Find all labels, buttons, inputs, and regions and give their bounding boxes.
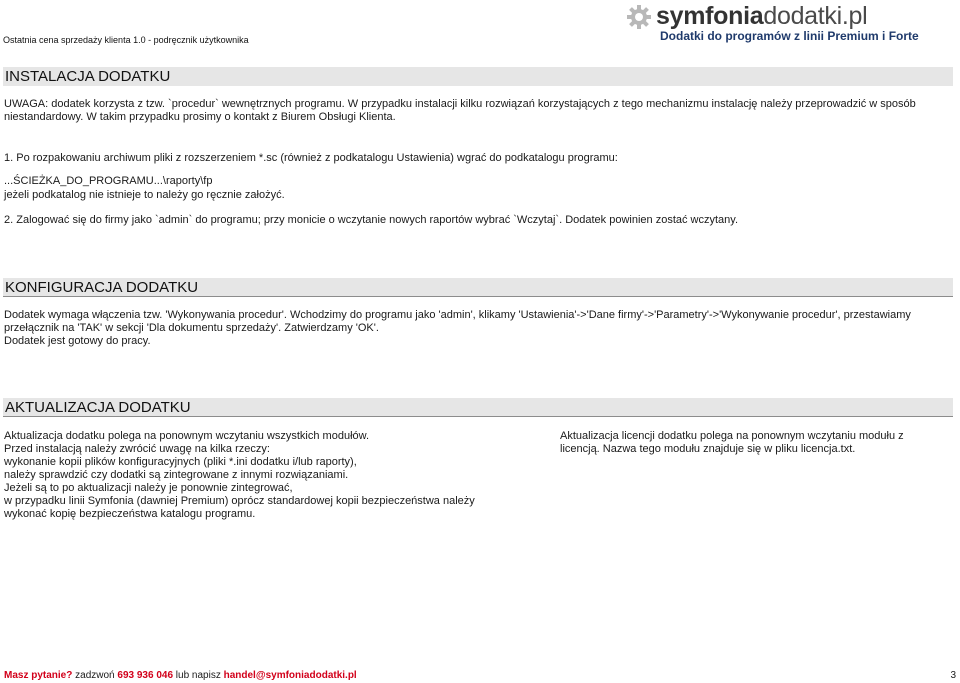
section-heading-update: AKTUALIZACJA DODATKU bbox=[3, 398, 953, 417]
update-left-line5: Jeżeli są to po aktualizacji należy je ponownie zintegrować, bbox=[4, 482, 293, 494]
update-right-line2: licencją. Nazwa tego modułu znajduje się w pliku licencja.txt. bbox=[560, 443, 856, 455]
logo bbox=[626, 2, 946, 46]
config-line3: Dodatek jest gotowy do pracy. bbox=[4, 335, 151, 347]
update-right-line1: Aktualizacja licencji dodatku polega na ponownym wczytaniu modułu z bbox=[560, 430, 904, 442]
footer-or-write: lub napisz bbox=[173, 670, 224, 681]
footer-call-text: zadzwoń bbox=[72, 670, 118, 681]
logo-tagline: Dodatki do programów z linii Premium i Forte bbox=[660, 29, 919, 43]
document-title: Ostatnia cena sprzedaży klienta 1.0 - podręcznik użytkownika bbox=[3, 35, 249, 45]
gear-logo-icon bbox=[626, 4, 652, 30]
update-left-line6: w przypadku linii Symfonia (dawniej Premium) oprócz standardowej kopii bezpieczeństwa należy bbox=[4, 495, 475, 507]
install-step-1: 1. Po rozpakowaniu archiwum pliki z rozszerzeniem *.sc (również z podkatalogu Ustawienia) wgrać do podkatalogu programu: bbox=[4, 152, 618, 164]
install-warning-line2: niestandardowy. W takim przypadku prosimy o kontakt z Biurem Obsługi Klienta. bbox=[4, 111, 396, 123]
install-path-note: jeżeli podkatalog nie istnieje to należy go ręcznie założyć. bbox=[4, 189, 285, 201]
footer-contact bbox=[4, 670, 357, 681]
section-heading-config: KONFIGURACJA DODATKU bbox=[3, 278, 953, 297]
update-left-line3: wykonanie kopii plików konfiguracyjnych (pliki *.ini dodatku i/lub raporty), bbox=[4, 456, 357, 468]
logo-brand-part2: dodatki.pl bbox=[763, 2, 868, 30]
logo-brand bbox=[656, 2, 867, 30]
footer-question: Masz pytanie? bbox=[4, 670, 73, 681]
update-left-line2: Przed instalacją należy zwrócić uwagę na kilka rzeczy: bbox=[4, 443, 270, 455]
install-warning-line1: UWAGA: dodatek korzysta z tzw. `procedur` wewnętrznych programu. W przypadku instalacji kilku rozwiązań korzystających z tego mechanizmu instalację należy przeprowadzić w sposób bbox=[4, 98, 916, 110]
logo-brand-part1: symfonia bbox=[656, 2, 764, 30]
config-line2: przełącznik na 'TAK' w sekcji 'Dla dokumentu sprzedaży'. Zatwierdzamy 'OK'. bbox=[4, 322, 379, 334]
update-left-line7: wykonać kopię bezpieczeństwa katalogu programu. bbox=[4, 508, 256, 520]
footer-phone[interactable]: 693 936 046 bbox=[117, 670, 174, 681]
install-path: ...ŚCIEŻKA_DO_PROGRAMU...\raporty\fp bbox=[4, 175, 213, 187]
update-left-line4: należy sprawdzić czy dodatki są zintegrowane z innymi rozwiązaniami. bbox=[4, 469, 349, 481]
footer-email-link[interactable]: handel@symfoniadodatki.pl bbox=[223, 670, 357, 681]
update-left-line1: Aktualizacja dodatku polega na ponownym wczytaniu wszystkich modułów. bbox=[4, 430, 370, 442]
page-number: 3 bbox=[950, 670, 956, 681]
config-line1: Dodatek wymaga włączenia tzw. 'Wykonywania procedur'. Wchodzimy do programu jako 'admin', klikamy 'Ustawienia'->'Dane firmy'->'Parametry'->'Wykonywanie procedur', przestawiamy bbox=[4, 309, 911, 321]
section-heading-install: INSTALACJA DODATKU bbox=[3, 67, 953, 86]
install-step-2: 2. Zalogować się do firmy jako `admin` do programu; przy monicie o wczytanie nowych raportów wybrać `Wczytaj`. Dodatek powinien zostać wczytany. bbox=[4, 214, 739, 226]
